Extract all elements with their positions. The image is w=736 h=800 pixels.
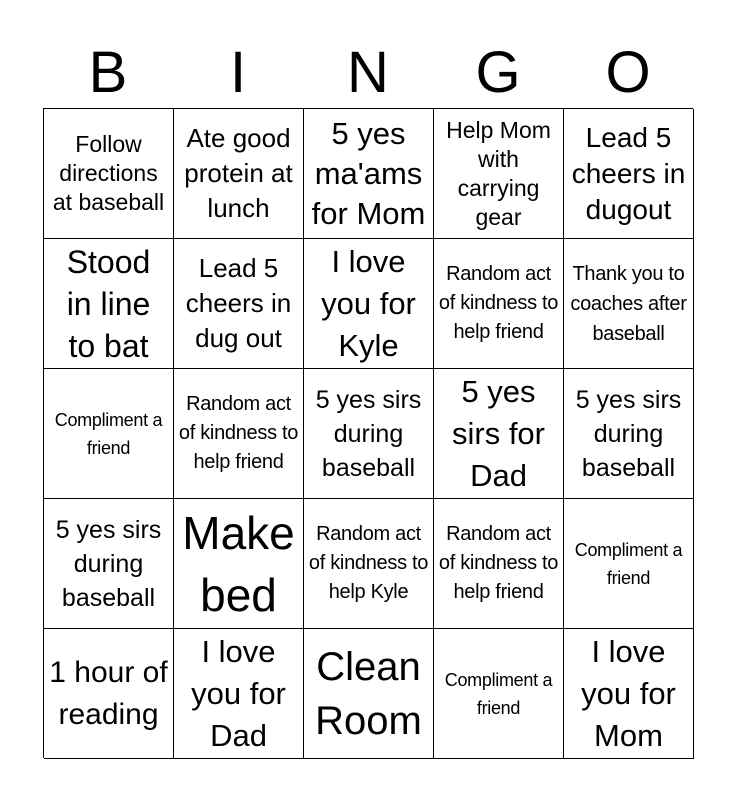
bingo-cell-r5-c3 [304, 629, 434, 759]
cell-text: Compliment a friend [574, 539, 683, 588]
cell-text: Lead 5 cheers in dugout [571, 121, 686, 225]
bingo-cell-r5-c1 [44, 629, 174, 759]
bingo-cell-r1-c4 [434, 109, 564, 239]
bingo-cell-r4-c3 [304, 499, 434, 629]
header-letter-g: G [475, 40, 521, 105]
header-letter-i: I [229, 40, 247, 105]
cell-text: 5 yes sirs during baseball [575, 385, 682, 482]
cell-text: 5 yes ma'ams for Mom [311, 115, 426, 231]
header-letter-b: B [88, 40, 128, 105]
cell-text: I love you for Dad [191, 633, 286, 753]
bingo-cell-r3-c5 [564, 369, 694, 499]
bingo-header [43, 38, 693, 108]
cell-text: Compliment a friend [444, 669, 553, 718]
bingo-cell-r3-c2 [174, 369, 304, 499]
cell-text: Compliment a friend [54, 409, 163, 458]
bingo-cell-r2-c5 [564, 239, 694, 369]
bingo-cell-r5-c2 [174, 629, 304, 759]
bingo-cell-r4-c1 [44, 499, 174, 629]
bingo-cell-r2-c2 [174, 239, 304, 369]
bingo-cell-r2-c1 [44, 239, 174, 369]
cell-text: Thank you to coaches after baseball [570, 262, 687, 345]
cell-text: Ate good protein at lunch [184, 123, 293, 223]
bingo-cell-r1-c5 [564, 109, 694, 239]
cell-text: 1 hour of reading [49, 655, 168, 731]
cell-text: 5 yes sirs during baseball [55, 515, 162, 612]
cell-text: I love you for Mom [581, 633, 676, 753]
cell-text: Random act of kindness to help friend [438, 263, 559, 343]
bingo-cell-r3-c3 [304, 369, 434, 499]
bingo-cell-r1-c2 [174, 109, 304, 239]
bingo-cell-r4-c5 [564, 499, 694, 629]
bingo-grid [43, 108, 693, 758]
header-letter-n: N [347, 40, 389, 105]
bingo-cell-r5-c4 [434, 629, 564, 759]
bingo-cell-r3-c4 [434, 369, 564, 499]
bingo-cell-r4-c2 [174, 499, 304, 629]
bingo-cell-r2-c4 [434, 239, 564, 369]
cell-text: Help Mom with carrying gear [446, 116, 551, 230]
bingo-cell-r2-c3 [304, 239, 434, 369]
cell-text: Random act of kindness to help friend [438, 523, 559, 603]
cell-text: Make bed [182, 506, 295, 621]
cell-text: 5 yes sirs during baseball [315, 385, 422, 482]
cell-text: Lead 5 cheers in dug out [185, 253, 292, 353]
bingo-cell-r4-c4 [434, 499, 564, 629]
bingo-cell-r5-c5 [564, 629, 694, 759]
cell-text: Random act of kindness to help Kyle [308, 523, 429, 603]
cell-text: Random act of kindness to help friend [178, 393, 299, 473]
cell-text: Stood in line to bat [66, 243, 151, 364]
bingo-cell-r1-c3 [304, 109, 434, 239]
cell-text: I love you for Kyle [321, 243, 416, 363]
bingo-cell-r1-c1 [44, 109, 174, 239]
header-letter-o: O [605, 40, 651, 105]
cell-text: Clean Room [315, 644, 422, 743]
cell-text: Follow directions at baseball [52, 131, 165, 215]
cell-text: 5 yes sirs for Dad [452, 373, 545, 493]
bingo-cell-r3-c1 [44, 369, 174, 499]
